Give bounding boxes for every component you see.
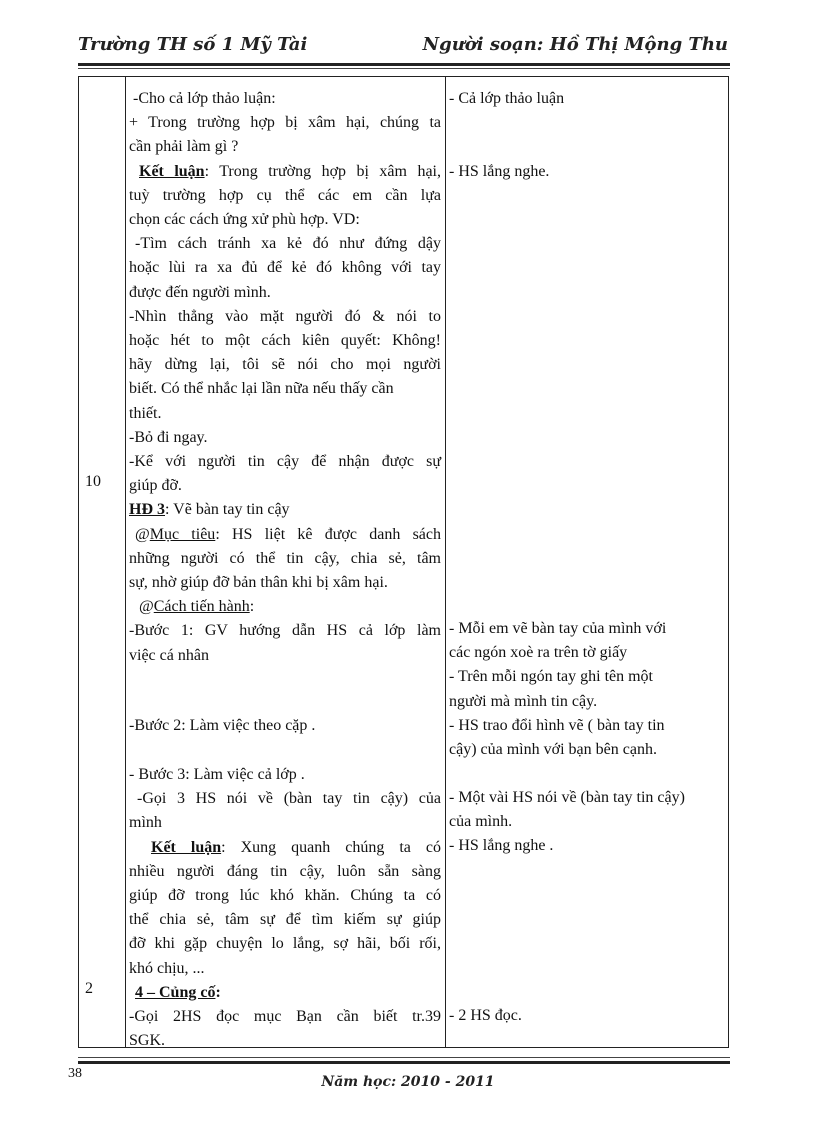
- school-name: Trường TH số 1 Mỹ Tài: [78, 34, 308, 55]
- consolidation-heading: [129, 981, 441, 1005]
- response-block: [449, 160, 725, 184]
- text-line: khó chịu, ...: [129, 959, 205, 977]
- bullet-symbol: @: [139, 598, 154, 616]
- activity-title: HĐ 3: [129, 501, 165, 519]
- conclusion-title: Kết luận: [139, 162, 205, 180]
- consolidation-title: 4 – Củng cố: [135, 983, 216, 1001]
- text-line: -Bước 2: Làm việc theo cặp .: [129, 717, 316, 734]
- text-line: - Cả lớp thảo luận: [449, 90, 565, 107]
- page-number: 38: [68, 1066, 82, 1081]
- header-rule-thin: [78, 68, 730, 69]
- text-line: -Bỏ đi ngay.: [129, 428, 208, 446]
- header-rule: [78, 63, 730, 66]
- text-run: : Trong trường hợp bị xâm hại,: [204, 162, 441, 180]
- text-run: :: [249, 598, 255, 616]
- text-line: tuỳ trường hợp cụ thể các em cần lựa: [129, 186, 441, 204]
- text-line: - 2 HS đọc.: [449, 1007, 522, 1024]
- response-block: [449, 1004, 725, 1028]
- text-line: + Trong trường hợp bị xâm hại, chúng ta: [129, 114, 441, 132]
- text-line: đỡ khi gặp chuyện lo lắng, sợ hãi, bối rối,: [129, 935, 441, 953]
- text-line: - HS trao đổi hình vẽ ( bàn tay tin: [449, 716, 665, 734]
- response-block: [449, 786, 725, 859]
- text-block: [129, 714, 441, 738]
- text-line: -Kể với người tin cậy để nhận được sự: [129, 453, 441, 471]
- text-line: nhiều người đáng tin cậy, luôn sẵn sàng: [129, 862, 441, 880]
- procedure-title: Cách tiến hành: [153, 598, 250, 616]
- text-line: sự, nhờ giúp đỡ bản thân khi bị xâm hại.: [129, 574, 388, 592]
- objective-line: [129, 523, 441, 547]
- time-cell: 2: [85, 980, 93, 997]
- text-line: các ngón xoè ra trên tờ giấy: [449, 644, 628, 662]
- text-line: giúp đỡ.: [129, 477, 182, 495]
- text-line: -Nhìn thẳng vào mặt người đó & nói to: [129, 307, 441, 325]
- text-line: -Bước 1: GV hướng dẫn HS cả lớp làm: [129, 622, 441, 640]
- text-line: hãy dừng lại, tôi sẽ nói cho mọi người: [129, 356, 441, 374]
- text-line: -Cho cả lớp thảo luận:: [133, 90, 276, 107]
- text-line: biết. Có thể nhắc lại lần nữa nếu thấy cần: [129, 380, 394, 398]
- text-line: - Mỗi em vẽ bàn tay của mình với: [449, 620, 667, 637]
- text-run: : Xung quanh chúng ta có: [221, 838, 441, 856]
- bullet-symbol: @: [135, 525, 150, 543]
- text-line: - Một vài HS nói về (bàn tay tin cậy): [449, 789, 685, 806]
- text-line: hoặc lùi ra xa đủ để kẻ đó không với tay: [129, 259, 441, 277]
- text-line: - Bước 3: Làm việc cả lớp .: [129, 766, 305, 783]
- text-line: việc cá nhân: [129, 646, 209, 664]
- text-line: - Trên mỗi ngón tay ghi tên một: [449, 668, 653, 686]
- objective-title: Mục tiêu: [149, 525, 216, 543]
- response-block: [449, 87, 725, 111]
- time-cell: 10: [85, 473, 101, 490]
- text-line: cậy) của mình với bạn bên cạnh.: [449, 741, 657, 759]
- activity-heading: [129, 498, 441, 522]
- conclusion-line: [129, 836, 441, 860]
- text-line: thiết.: [129, 404, 162, 422]
- text-line: được đến người mình.: [129, 283, 271, 301]
- school-year: Năm học: 2010 - 2011: [321, 1074, 495, 1090]
- text-block: [129, 87, 441, 668]
- text-line: cần phải làm gì ?: [129, 138, 239, 156]
- text-line: hoặc hét to một cách kiên quyết: Không!: [129, 332, 441, 350]
- page-header: [78, 34, 728, 60]
- text-line: -Gọi 3 HS nói về (bàn tay tin cậy) của: [137, 790, 441, 808]
- procedure-heading: [129, 595, 441, 619]
- text-run: : Vẽ bàn tay tin cậy: [165, 501, 290, 519]
- text-line: SGK.: [129, 1032, 166, 1050]
- column-divider-activity: [445, 77, 446, 1047]
- column-divider-time: [125, 77, 126, 1047]
- text-line: thể chia sẻ, tâm sự để tìm kiếm sự giúp: [129, 911, 441, 929]
- text-line: giúp đỡ trong lúc khó khăn. Chúng ta có: [129, 887, 441, 905]
- text-run: : HS liệt kê được danh sách: [215, 525, 442, 543]
- text-run: :: [215, 983, 221, 1001]
- footer-rule: [78, 1061, 730, 1064]
- text-line: -Gọi 2HS đọc mục Bạn cần biết tr.39: [129, 1008, 441, 1026]
- text-line: mình: [129, 814, 162, 832]
- conclusion-line: [129, 160, 441, 184]
- conclusion-title: Kết luận: [151, 838, 222, 856]
- lesson-table: [78, 76, 729, 1048]
- text-line: chọn các cách ứng xử phù hợp. VD:: [129, 211, 360, 229]
- text-line: người mà mình tin cậy.: [449, 692, 598, 710]
- response-block: [449, 617, 725, 762]
- text-block: [129, 763, 441, 1053]
- footer-rule-thin: [78, 1057, 730, 1058]
- text-line: -Tìm cách tránh xa kẻ đó như đứng dậy: [135, 235, 441, 253]
- text-line: - HS lắng nghe.: [449, 163, 550, 180]
- text-line: của mình.: [449, 813, 513, 831]
- author-name: Người soạn: Hồ Thị Mộng Thu: [422, 34, 728, 55]
- text-line: những người có thể tin cậy, chia sẻ, tâm: [129, 549, 441, 567]
- text-line: - HS lắng nghe .: [449, 837, 554, 855]
